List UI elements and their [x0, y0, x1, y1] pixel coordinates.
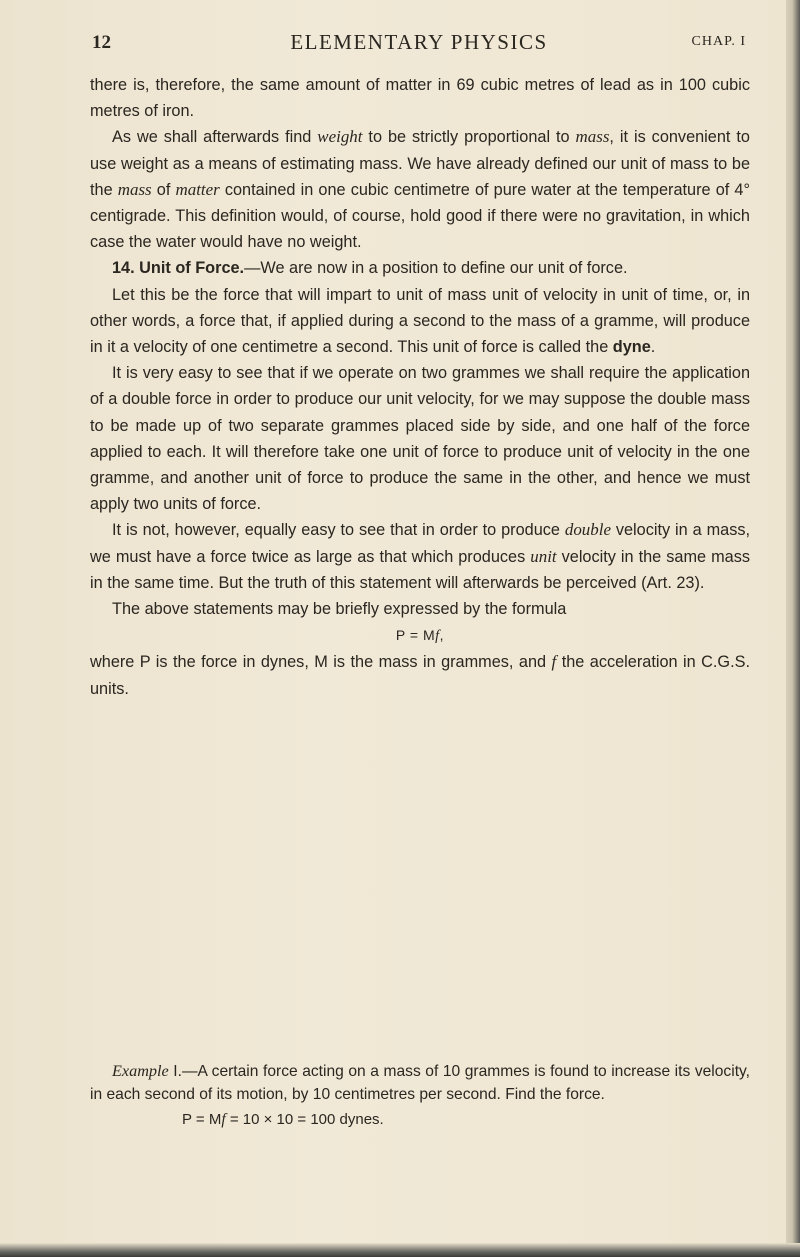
calc-variable: f [221, 1111, 226, 1128]
paragraph [90, 282, 750, 361]
example-calculation [90, 1109, 750, 1132]
paragraph-text: —We are now in a position to define our unit of force. [244, 259, 628, 278]
formula-text: P = M [395, 627, 436, 644]
paragraph-text: velocity in a mass, we must have a force twice as large as that which produces [90, 521, 750, 566]
formula-text: , [439, 627, 445, 644]
paragraph-text: The above statements may be briefly expressed by the formula [112, 600, 567, 619]
emphasis-double: double [564, 520, 611, 540]
paragraph [90, 360, 750, 517]
example-block [90, 1060, 750, 1132]
emphasis-mass: mass [575, 127, 610, 147]
chapter-label: CHAP. I [691, 34, 746, 49]
paragraph [90, 124, 750, 255]
paragraph-text: the acceleration in C.G.S. units. [90, 653, 751, 698]
page-header [92, 30, 746, 60]
paragraph-text: As we shall afterwards find [112, 128, 318, 147]
paragraph [90, 517, 750, 596]
paragraph [90, 596, 750, 622]
paragraph-text: , it is convenient to use weight as a means of estimating mass. We have already defined our unit of mass to be the [90, 128, 750, 199]
example-label: Example [112, 1062, 169, 1080]
paragraph-text: Let this be the force that will impart to unit of mass unit of velocity in unit of time, or, in other words, a force that, if applied during a second to the mass of a gramme, will produce in it a velocity of one centimetre a second. This unit of force is called the [90, 285, 750, 357]
emphasis-unit: unit [530, 546, 557, 566]
section-heading: 14. Unit of Force. [112, 259, 245, 278]
paragraph-text: velocity in the same mass in the same time. But the truth of this statement will afterwards be perceived (Art. 23). [90, 547, 750, 592]
emphasis-matter: matter [175, 179, 220, 199]
emphasis-weight: weight [317, 127, 363, 147]
example-text: I.—A certain force acting on a mass of 10 grammes is found to increase its velocity, in each second of its motion, by 10 centimetres per second. Find the force. [90, 1063, 750, 1103]
running-title: ELEMENTARY PHYSICS [290, 30, 548, 54]
paragraph-text: there is, therefore, the same amount of matter in 69 cubic metres of lead as in 100 cubic metres of iron. [90, 76, 750, 121]
paragraph-text: where P is the force in dynes, M is the mass in grammes, and [90, 653, 552, 672]
paragraph-text: contained in one cubic centimetre of pure water at the temperature of 4° centigrade. This definition would, of course, hold good if there were no gravitation, in which case the water would have no weight. [90, 180, 750, 252]
paragraph-text: It is very easy to see that if we operate on two grammes we shall require the application of a double force in order to produce our unit velocity, for we may suppose the double mass to be made up of two separate grammes placed side by side, and one half of the force applied to each. It will therefore take one unit of force to produce unit of velocity in the one gramme, and another unit of force to produce the same in the other, and hence we must apply two units of force. [90, 364, 750, 514]
example-paragraph [90, 1060, 750, 1106]
paragraph [90, 649, 750, 701]
calc-text: = 10 × 10 = 100 dynes. [225, 1111, 384, 1128]
term-dyne: dyne [612, 338, 651, 357]
formula-variable: f [435, 628, 440, 645]
emphasis-mass: mass [117, 179, 152, 199]
paragraph-text: It is not, however, equally easy to see that in order to produce [112, 521, 565, 540]
paragraph-text: of [151, 180, 176, 199]
page-number: 12 [92, 32, 111, 53]
paragraph-text: to be strictly proportional to [362, 128, 576, 147]
paragraph-text: . [650, 338, 656, 357]
formula [90, 622, 750, 649]
paragraph [90, 72, 750, 124]
paragraph [90, 255, 750, 281]
calc-text: P = M [182, 1111, 222, 1128]
formula-variable: f [551, 652, 557, 672]
page-edge-bottom [0, 1243, 800, 1257]
body-text [90, 72, 750, 702]
page-edge-right [786, 0, 800, 1257]
